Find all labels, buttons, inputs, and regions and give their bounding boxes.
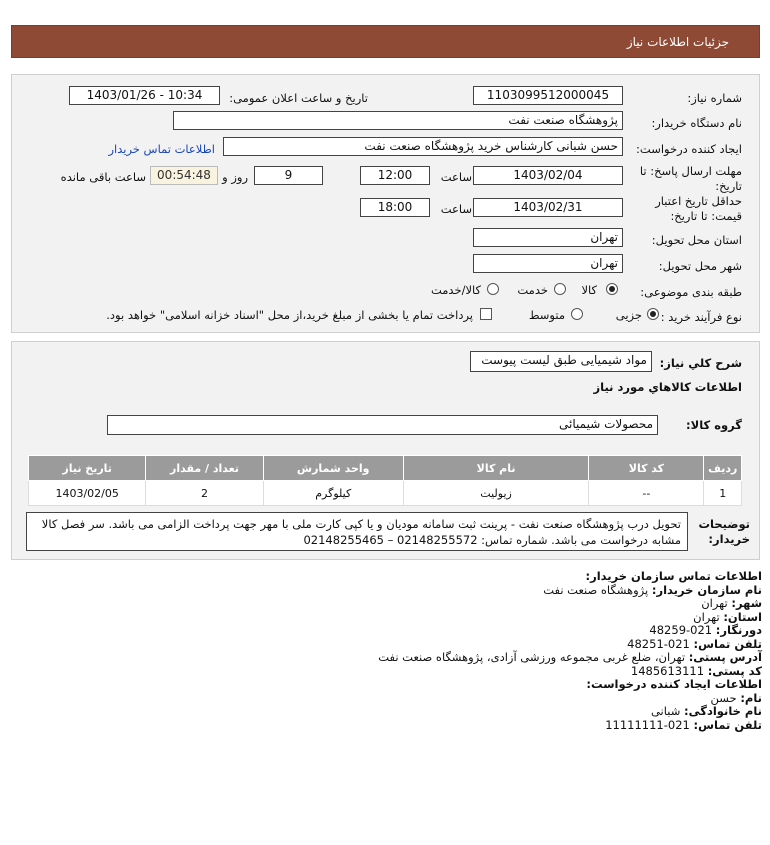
category-option-service: خدمت	[517, 283, 548, 297]
col-name: نام کالا	[403, 456, 589, 481]
category-radio-goods[interactable]	[606, 283, 618, 295]
buyer-notes-label: توضیحات خریدار:	[698, 517, 750, 546]
announce-label: تاریخ و ساعت اعلان عمومی:	[229, 91, 368, 105]
buyer-name-value: پژوهشگاه صنعت نفت	[543, 582, 649, 597]
phone-value: 021-48251	[627, 636, 690, 651]
creator-phone-label: تلفن تماس:	[693, 717, 762, 732]
buyer-contact-section	[22, 570, 762, 732]
buyer-contact-link[interactable]: اطلاعات تماس خریدار	[108, 142, 215, 156]
remaining-label: ساعت باقی مانده	[60, 170, 146, 184]
creator-label: ایجاد کننده درخواست:	[636, 142, 742, 156]
days-field: 9	[254, 166, 323, 185]
contact-city-value: تهران	[701, 596, 728, 610]
announce-field: 1403/01/26 - 10:34	[69, 86, 220, 105]
postal-label: کد پستی:	[707, 663, 762, 678]
remaining-timer: 00:54:48	[150, 166, 218, 185]
process-radio-medium[interactable]	[571, 308, 583, 320]
send-deadline-label: مهلت ارسال پاسخ: تا تاریخ:	[639, 164, 742, 193]
validity-time-label: ساعت	[440, 202, 472, 216]
send-time-label: ساعت	[440, 170, 472, 184]
phone-label: تلفن تماس:	[693, 636, 762, 651]
goods-info-title: اطلاعات کالاهاي مورد نياز	[593, 380, 742, 394]
category-option-goods: کالا	[581, 283, 597, 297]
cell-unit: کیلوگرم	[263, 481, 403, 506]
fax-label: دورنگار:	[715, 623, 762, 637]
col-row: ردیف	[704, 456, 742, 481]
process-option-medium: متوسط	[528, 308, 565, 322]
cell-date: 1403/02/05	[29, 481, 146, 506]
city-field: تهران	[473, 254, 623, 273]
page-title: جزئیات اطلاعات نیاز	[626, 35, 729, 49]
cell-code: --	[589, 481, 704, 506]
process-radio-minor[interactable]	[647, 308, 659, 320]
buyer-notes-box: تحویل درب پژوهشگاه صنعت نفت - پرینت ثبت سامانه مودیان و یا کپی کارت ملی با مهر جهت پرداخت الزامی می باشد. سر فصل کالا مشابه درخواست می باشد. شماره تماس: 02148255572 – 02148255465	[26, 512, 688, 551]
last-name-value: شبانی	[650, 704, 681, 718]
summary-field: مواد شیمیایی طبق لیست پیوست	[470, 351, 652, 372]
cell-name: زیولیت	[403, 481, 589, 506]
category-option-both: کالا/خدمت	[430, 283, 481, 297]
process-label: نوع فرآیند خرید :	[660, 310, 742, 324]
buyer-label: نام دستگاه خریدار:	[651, 116, 742, 130]
send-date-field: 1403/02/04	[473, 166, 623, 185]
category-radio-both[interactable]	[487, 283, 499, 295]
fax-value: 021-48259	[649, 623, 713, 637]
province-field: تهران	[473, 228, 623, 247]
first-name-label: نام:	[740, 690, 762, 705]
days-label: روز و	[222, 170, 248, 184]
summary-label: شرح کلي نياز:	[659, 356, 742, 370]
contact-title: اطلاعات تماس سازمان خریدار:	[585, 569, 762, 583]
col-unit: واحد شمارش	[263, 456, 403, 481]
validity-date-field: 1403/02/31	[473, 198, 623, 217]
col-qty: تعداد / مقدار	[146, 456, 263, 481]
city-label: شهر محل تحویل:	[658, 259, 742, 273]
category-label: طبقه بندی موضوعی:	[640, 285, 742, 299]
col-date: تاریخ نیاز	[29, 456, 146, 481]
need-number-label: شماره نیاز:	[687, 91, 742, 105]
table-row	[29, 481, 742, 506]
contact-province-label: استان:	[723, 609, 762, 624]
col-code: کد کالا	[589, 456, 704, 481]
contact-city-label: شهر:	[731, 596, 762, 610]
goods-table-wrapper	[28, 455, 742, 506]
last-name-label: نام خانوادگی:	[684, 704, 762, 718]
process-option-minor: جزیی	[615, 308, 642, 322]
cell-row: 1	[704, 481, 742, 506]
goods-table-header	[29, 456, 742, 481]
buyer-name-label: نام سازمان خریدار:	[651, 582, 762, 597]
address-label: آدرس پستی:	[688, 650, 762, 664]
cell-qty: 2	[146, 481, 263, 506]
category-radio-service[interactable]	[554, 283, 566, 295]
province-label: استان محل تحویل:	[651, 233, 742, 247]
address-value: تهران، ضلع غربی مجموعه ورزشی آزادی، پژوهشگاه صنعت نفت	[378, 650, 686, 664]
validity-time-field: 18:00	[360, 198, 430, 217]
need-number-field: 1103099512000045	[473, 86, 623, 105]
first-name-value: حسن	[710, 690, 737, 705]
contact-province-value: تهران	[693, 609, 720, 624]
treasury-payment-checkbox[interactable]	[480, 308, 492, 320]
creator-phone-value: 021-11111111	[605, 717, 690, 732]
goods-table	[28, 455, 742, 506]
creator-info-title: اطلاعات ایجاد کننده درخواست:	[586, 677, 762, 691]
buyer-field: پژوهشگاه صنعت نفت	[173, 111, 623, 130]
creator-field: حسن شبانی کارشناس خرید پژوهشگاه صنعت نفت	[223, 137, 623, 156]
validity-label: حداقل تاریخ اعتبار قیمت: تا تاریخ:	[655, 194, 742, 223]
postal-value: 1485613111	[630, 663, 705, 678]
goods-group-field: محصولات شیمیائی	[107, 415, 658, 435]
send-time-field: 12:00	[360, 166, 430, 185]
goods-group-label: گروه کالا:	[686, 418, 742, 432]
treasury-payment-note: پرداخت تمام یا بخشی از مبلغ خرید،از محل "اسناد خزانه اسلامی" خواهد بود.	[106, 308, 473, 322]
page-header	[11, 25, 760, 58]
